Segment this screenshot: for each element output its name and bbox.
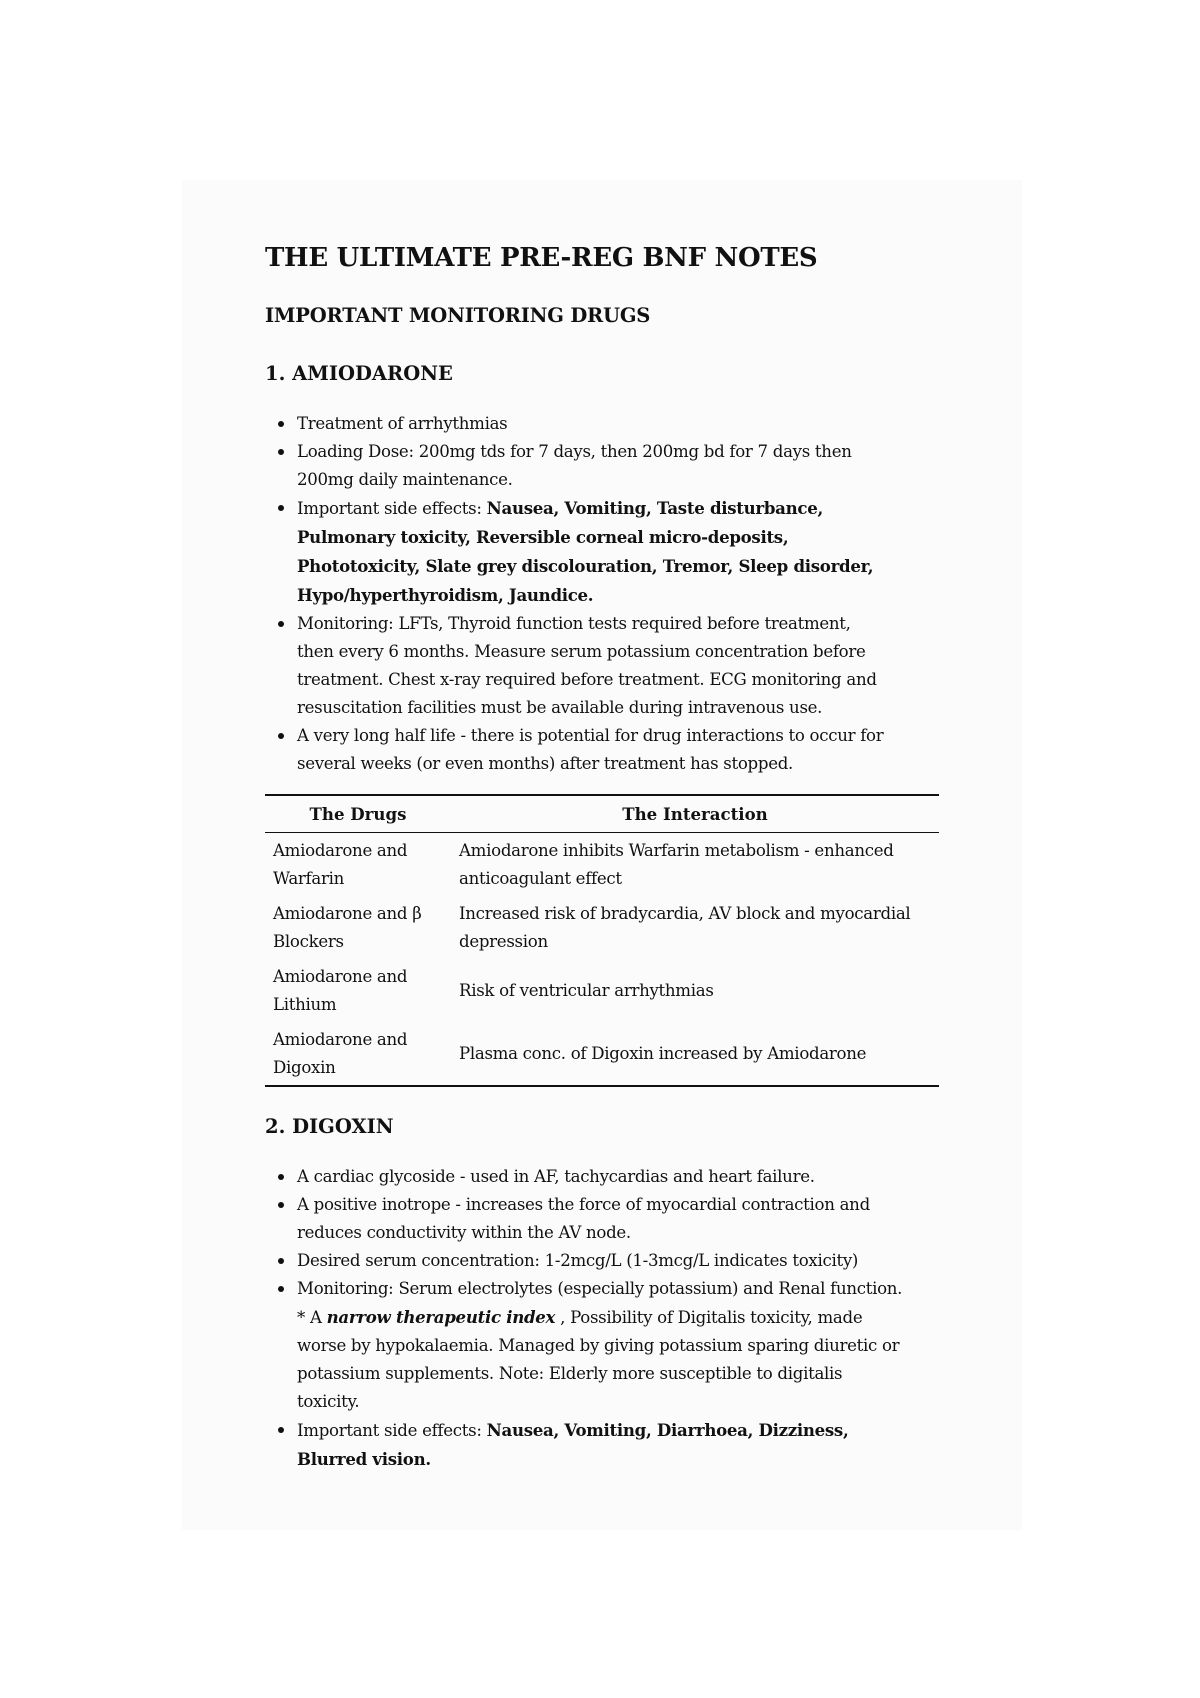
cell-drugs: Amiodarone and Lithium bbox=[273, 967, 408, 1014]
document-title: THE ULTIMATE PRE-REG BNF NOTES bbox=[265, 243, 818, 273]
cell-drugs: Amiodarone and β Blockers bbox=[273, 904, 422, 951]
column-header-drugs: The Drugs bbox=[265, 795, 451, 833]
narrow-therapeutic-index-emphasis: narrow therapeutic index bbox=[326, 1307, 556, 1327]
digoxin-bullet-list bbox=[265, 1163, 905, 1474]
list-item: Treatment of arrhythmias bbox=[265, 410, 885, 438]
list-item: Monitoring: LFTs, Thyroid function tests required before treatment, then every 6 months. Measure serum potassium concentration before treatment. Chest x-ray required before treatment. ECG monitoring and resuscitation facilities must be available during intravenous use. bbox=[265, 610, 885, 722]
cell-drugs: Amiodarone and Digoxin bbox=[273, 1030, 408, 1077]
list-item: Important side effects: Nausea, Vomiting, Diarrhoea, Dizziness, Blurred vision. bbox=[265, 1416, 905, 1474]
bullet-icon bbox=[278, 1258, 284, 1264]
list-item: A very long half life - there is potential for drug interactions to occur for several weeks (or even months) after treatment has stopped. bbox=[265, 722, 885, 778]
side-effects-bold: Nausea, Vomiting, Taste disturbance, Pulmonary toxicity, Reversible corneal micro-deposits, Phototoxicity, Slate grey discolouration, Tremor, Sleep disorder, Hypo/hyperthyroidism, Jaundice. bbox=[297, 498, 874, 605]
list-item: Monitoring: Serum electrolytes (especially potassium) and Renal function. * A narrow therapeutic index , Possibility of Digitalis toxicity, made worse by hypokalaemia. Managed by giving potassium sparing diuretic or potassium supplements. Note: Elderly more susceptible to digitalis toxicity. bbox=[265, 1275, 905, 1416]
bullet-icon bbox=[278, 1202, 284, 1208]
bullet-icon bbox=[278, 421, 284, 427]
section-heading: IMPORTANT MONITORING DRUGS bbox=[265, 304, 651, 327]
list-item: Desired serum concentration: 1-2mcg/L (1-3mcg/L indicates toxicity) bbox=[265, 1247, 905, 1275]
document-content bbox=[265, 240, 945, 1474]
side-effects-bold: Nausea, Vomiting, Diarrhoea, Dizziness, Blurred vision. bbox=[297, 1420, 849, 1469]
table-row bbox=[265, 959, 939, 1022]
bullet-icon bbox=[278, 449, 284, 455]
interaction-table bbox=[265, 794, 939, 1087]
cell-interaction: Risk of ventricular arrhythmias bbox=[459, 981, 714, 1000]
table-row bbox=[265, 896, 939, 959]
bullet-icon bbox=[278, 733, 284, 739]
amiodarone-bullet-list bbox=[265, 410, 885, 778]
list-item: A positive inotrope - increases the force of myocardial contraction and reduces conductivity within the AV node. bbox=[265, 1191, 905, 1247]
bullet-icon bbox=[278, 1174, 284, 1180]
list-item: A cardiac glycoside - used in AF, tachycardias and heart failure. bbox=[265, 1163, 905, 1191]
cell-interaction: Increased risk of bradycardia, AV block and myocardial depression bbox=[459, 904, 911, 951]
digoxin-heading: 2. DIGOXIN bbox=[265, 1115, 394, 1138]
table-header-row bbox=[265, 795, 939, 833]
bullet-icon bbox=[278, 621, 284, 627]
table-row bbox=[265, 833, 939, 897]
list-item: Important side effects: Nausea, Vomiting, Taste disturbance, Pulmonary toxicity, Reversible corneal micro-deposits, Phototoxicity, Slate grey discolouration, Tremor, Sleep disorder, Hypo/hyperthyroidism, Jaundice. bbox=[265, 494, 885, 610]
cell-drugs: Amiodarone and Warfarin bbox=[273, 841, 408, 888]
list-item: Loading Dose: 200mg tds for 7 days, then 200mg bd for 7 days then 200mg daily maintenance. bbox=[265, 438, 885, 494]
bullet-icon bbox=[278, 505, 284, 511]
cell-interaction: Plasma conc. of Digoxin increased by Amiodarone bbox=[459, 1044, 867, 1063]
cell-interaction: Amiodarone inhibits Warfarin metabolism - enhanced anticoagulant effect bbox=[459, 841, 894, 888]
bullet-icon bbox=[278, 1427, 284, 1433]
amiodarone-heading: 1. AMIODARONE bbox=[265, 362, 453, 385]
bullet-icon bbox=[278, 1286, 284, 1292]
table-row bbox=[265, 1022, 939, 1086]
column-header-interaction: The Interaction bbox=[451, 795, 939, 833]
